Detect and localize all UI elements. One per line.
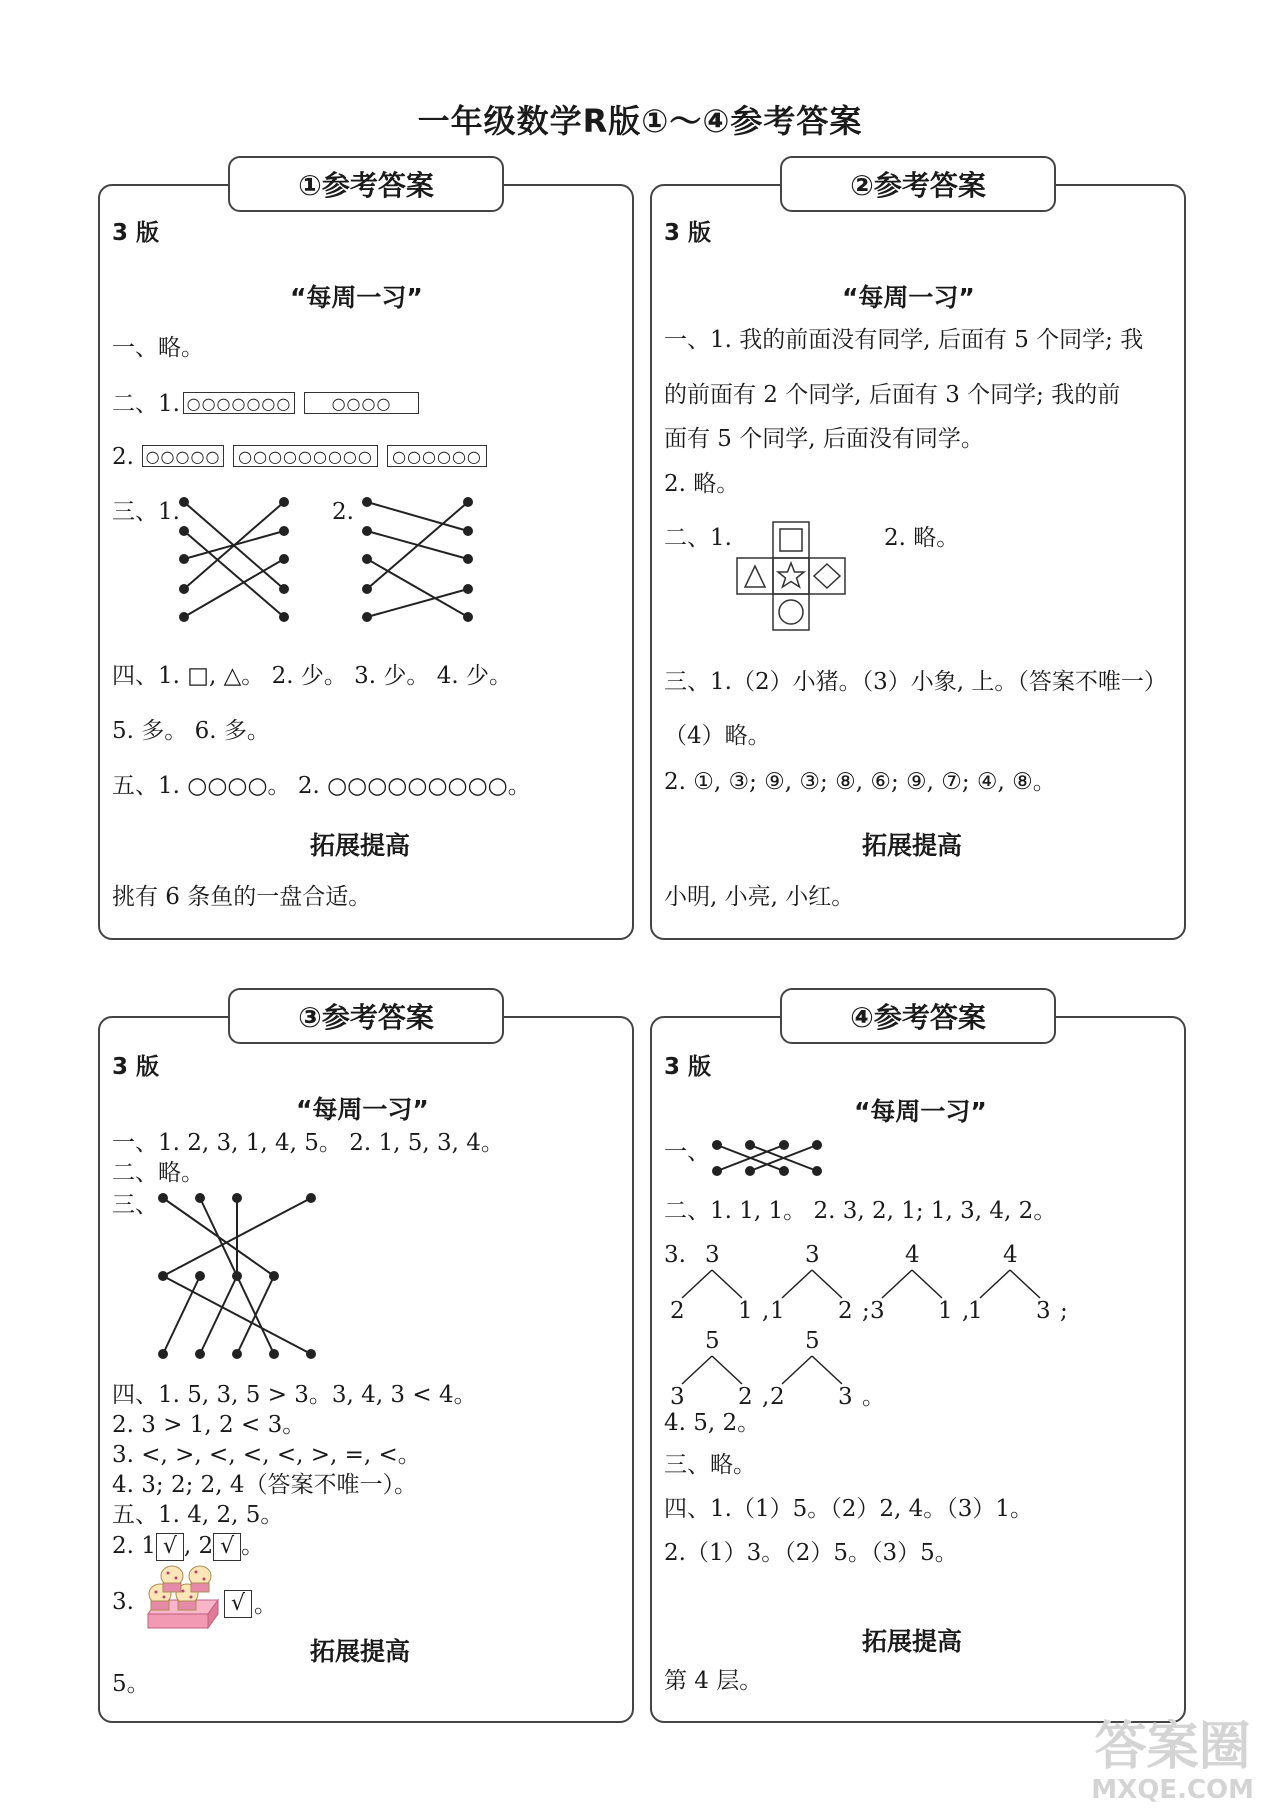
- p2-line8: 2. ①, ③; ⑨, ③; ⑧, ⑥; ⑨, ⑦; ④, ⑧。: [664, 769, 1056, 795]
- tree-right-number: 1: [738, 1298, 753, 1324]
- p1-line3: 2.: [112, 444, 134, 470]
- tree-top-number: 4: [1003, 1242, 1018, 1268]
- checkmark-icon: √: [156, 1533, 184, 1561]
- tree-top-number: 5: [705, 1328, 720, 1354]
- p3-line1: 一、1. 2, 3, 1, 4, 5。 2. 1, 5, 3, 4。: [112, 1130, 504, 1156]
- p1-line4a: 三、1.: [112, 499, 180, 525]
- p1-weekly: “每周一习”: [290, 283, 423, 312]
- p4-line3: 3.: [664, 1242, 686, 1268]
- tree-separator: 。: [862, 1384, 885, 1410]
- p2-line2: 的前面有 2 个同学, 后面有 3 个同学; 我的前: [664, 382, 1121, 408]
- p2-line1: 一、1. 我的前面没有同学, 后面有 5 个同学; 我: [664, 327, 1144, 353]
- p4-line2: 二、1. 1, 1。 2. 3, 2, 1; 1, 3, 4, 2。: [664, 1198, 1057, 1224]
- p1-answer-box: ○○○○○○○: [183, 392, 295, 414]
- checkmark-icon: √: [213, 1533, 241, 1561]
- p4-extension-answer: 第 4 层。: [664, 1668, 763, 1694]
- p3-line4: 四、1. 5, 3, 5 > 3。3, 4, 3 < 4。: [112, 1382, 477, 1408]
- panel-3-tab: ③参考答案: [228, 988, 504, 1044]
- p4-line4: 4. 5, 2。: [664, 1410, 761, 1436]
- tree-separator: ;: [862, 1298, 870, 1324]
- tree-top-number: 3: [705, 1242, 720, 1268]
- p2-line3: 面有 5 个同学, 后面没有同学。: [664, 426, 984, 452]
- p3-line9-c: 。: [241, 1533, 265, 1559]
- p1-answer-box: ○○○○○○○○○: [233, 445, 378, 467]
- p3-extension-heading: 拓展提高: [310, 1637, 411, 1666]
- p1-line6: 5. 多。 6. 多。: [112, 718, 270, 744]
- p1-answer-box: ○○○○○○: [387, 445, 487, 467]
- p1-line2: 二、1.: [112, 391, 180, 417]
- watermark-logo: [1091, 1718, 1254, 1804]
- p3-line7: 4. 3; 2; 2, 4（答案不唯一）。: [112, 1472, 418, 1498]
- p3-line5: 2. 3 > 1, 2 < 3。: [112, 1412, 306, 1438]
- tree-left-number: 1: [770, 1298, 785, 1324]
- p4-weekly: “每周一习”: [854, 1097, 987, 1126]
- p3-line8: 五、1. 4, 2, 5。: [112, 1502, 284, 1528]
- watermark-text: 答案圈: [1094, 1717, 1251, 1777]
- p3-line10-end: 。: [254, 1592, 277, 1618]
- p3-ban: 3 版: [112, 1054, 160, 1080]
- tree-separator: ,: [762, 1384, 770, 1410]
- p3-line3: 三、: [112, 1192, 158, 1218]
- p2-weekly: “每周一习”: [842, 283, 975, 312]
- p2-line4: 2. 略。: [664, 471, 740, 497]
- tree-right-number: 2: [838, 1298, 853, 1324]
- tree-right-number: 3: [1036, 1298, 1051, 1324]
- p1-answer-box: ○○○○: [304, 392, 419, 414]
- p2-extension-answer: 小明, 小亮, 小红。: [664, 884, 855, 910]
- p1-ban: 3 版: [112, 220, 160, 246]
- p4-line1: 一、: [664, 1139, 710, 1165]
- p4-line5: 三、略。: [664, 1452, 756, 1478]
- tree-separator: ,: [762, 1298, 770, 1324]
- p3-line6: 3. <, >, <, <, <, >, =, <。: [112, 1442, 421, 1468]
- p2-line5b: 2. 略。: [884, 525, 960, 551]
- checkmark-icon: √: [224, 1590, 252, 1618]
- tree-separator: ,: [962, 1298, 970, 1324]
- p3-line9: [112, 1531, 264, 1561]
- tree-left-number: 2: [670, 1298, 685, 1324]
- p1-line5: 四、1. □, △。 2. 少。 3. 少。 4. 少。: [112, 663, 512, 689]
- tree-branch-lines: [0, 0, 1, 1]
- p1-line1: 一、略。: [112, 335, 204, 361]
- panel-1-tab: ①参考答案: [228, 156, 504, 212]
- p2-line7: （4）略。: [664, 723, 771, 749]
- p3-line2: 二、略。: [112, 1160, 204, 1186]
- tree-left-number: 3: [870, 1298, 885, 1324]
- tree-right-number: 3: [838, 1384, 853, 1410]
- tree-left-number: 1: [968, 1298, 983, 1324]
- p4-line6: 四、1.（1）5。（2）2, 4。（3）1。: [664, 1496, 1033, 1522]
- panel-4-tab: ④参考答案: [780, 988, 1056, 1044]
- p3-extension-answer: 5。: [112, 1671, 150, 1697]
- watermark-url: MXQE.COM: [1091, 1775, 1254, 1805]
- page-title: 一年级数学R版①～④参考答案: [417, 102, 863, 140]
- panel-2-tab: ②参考答案: [780, 156, 1056, 212]
- p1-answer-box: ○○○○○: [142, 445, 224, 467]
- p3-weekly: “每周一习”: [296, 1095, 429, 1124]
- p2-line5: 二、1.: [664, 525, 732, 551]
- p1-line4b: 2.: [332, 499, 354, 525]
- p3-line9-a: 2. 1: [112, 1533, 156, 1559]
- tree-separator: ;: [1060, 1298, 1068, 1324]
- tree-top-number: 5: [805, 1328, 820, 1354]
- tree-top-number: 3: [805, 1242, 820, 1268]
- tree-right-number: 2: [738, 1384, 753, 1410]
- p1-extension-answer: 挑有 6 条鱼的一盘合适。: [112, 884, 372, 910]
- tree-left-number: 2: [770, 1384, 785, 1410]
- p2-extension-heading: 拓展提高: [862, 831, 963, 860]
- p1-extension-heading: 拓展提高: [310, 831, 411, 860]
- p2-line6: 三、1.（2）小猪。（3）小象, 上。（答案不唯一）: [664, 669, 1167, 695]
- tree-left-number: 3: [670, 1384, 685, 1410]
- p4-line7: 2.（1）3。（2）5。（3）5。: [664, 1540, 958, 1566]
- p3-line10: 3.: [112, 1589, 134, 1615]
- p4-ban: 3 版: [664, 1054, 712, 1080]
- p1-line7: 五、1. ○○○○。 2. ○○○○○○○○○。: [112, 773, 531, 799]
- p3-line9-b: , 2: [183, 1533, 214, 1559]
- p4-extension-heading: 拓展提高: [862, 1627, 963, 1656]
- tree-top-number: 4: [905, 1242, 920, 1268]
- p2-ban: 3 版: [664, 220, 712, 246]
- tree-right-number: 1: [938, 1298, 953, 1324]
